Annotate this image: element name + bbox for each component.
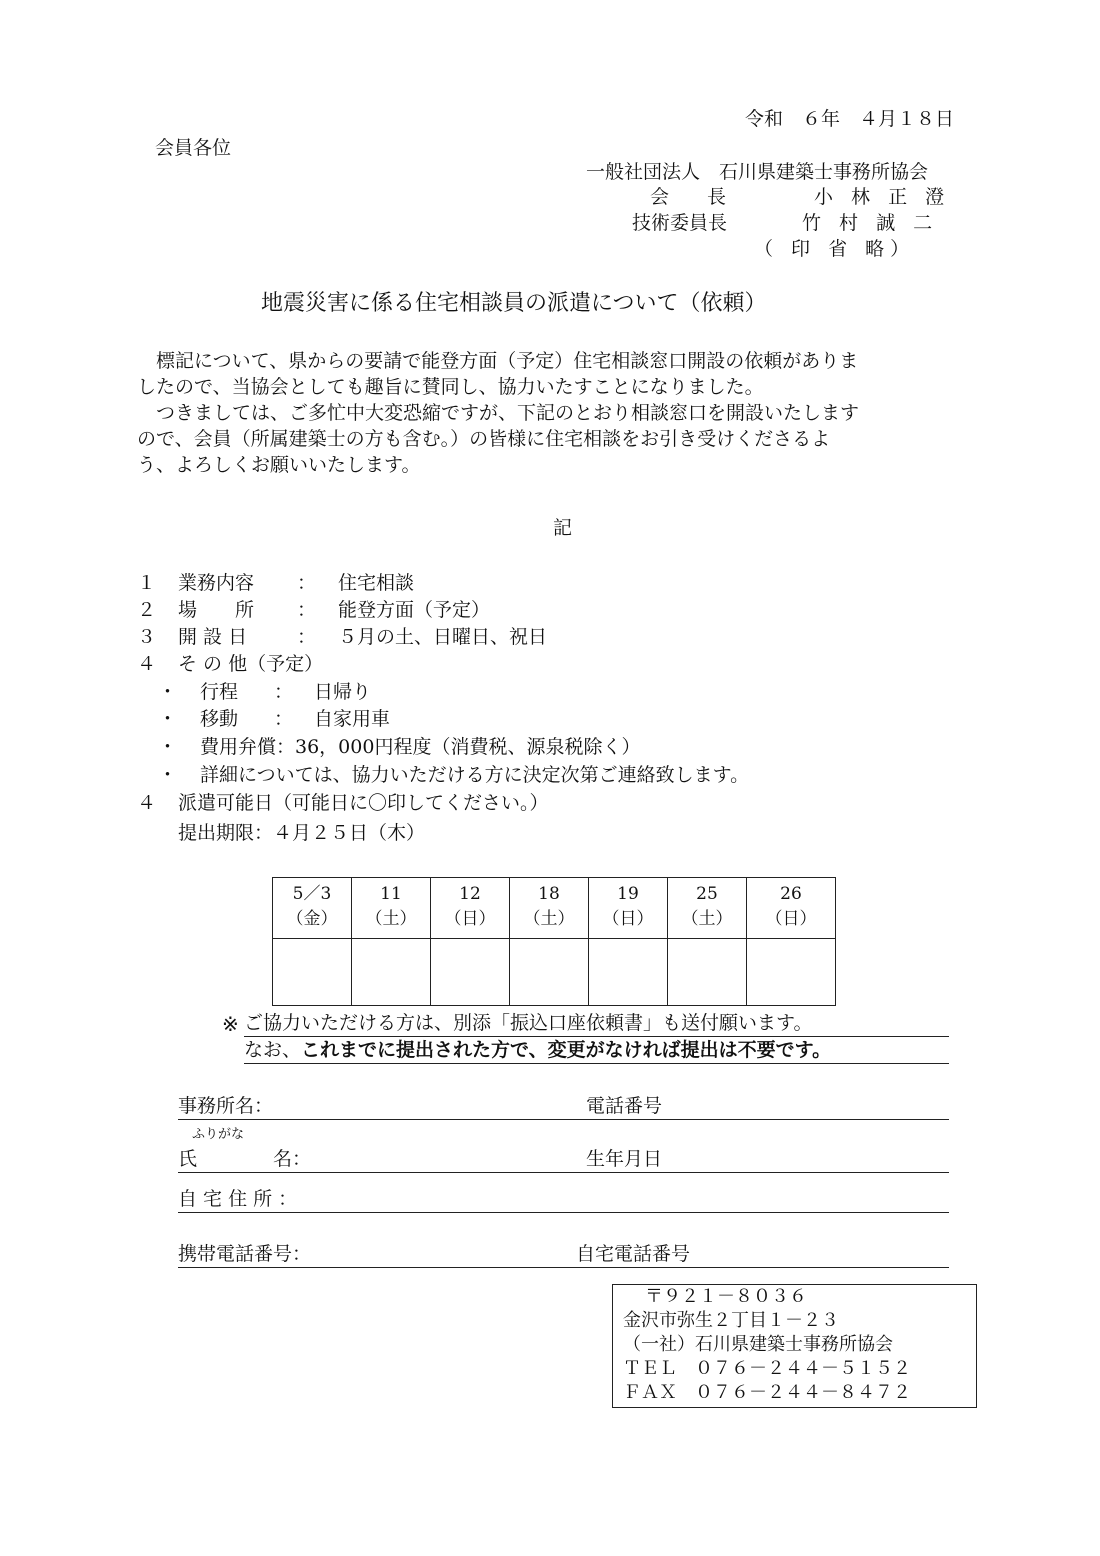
contact-box [612, 1284, 977, 1408]
body-line: う、よろしくお願いいたします。 [137, 454, 421, 476]
bullet-text: 詳細については、協力いただける方に決定次第ご連絡致します。 [200, 764, 750, 786]
contact-fax: ＦＡＸ ０７６－２４４－８４７２ [623, 1382, 911, 1403]
furigana-label: ふりがな [192, 1127, 245, 1142]
item-colon: ： [297, 626, 317, 648]
item-value: 能登方面（予定） [338, 599, 491, 621]
body-text [137, 348, 997, 478]
submission-deadline: 提出期限：４月２５日（木） [178, 822, 426, 844]
postal-code: 〒９２１－８０３６ [645, 1286, 807, 1307]
mobile-phone-line[interactable] [178, 1267, 949, 1268]
date-header-cell [510, 878, 589, 939]
date-header-cell [273, 878, 352, 939]
item-label: 業務内容 [178, 572, 255, 594]
item-number: ４ [137, 792, 157, 814]
date-label: 18 [538, 884, 560, 904]
bullet: ・ [158, 681, 178, 703]
sender-organization: 一般社団法人 石川県建築士事務所協会 [586, 161, 929, 183]
contact-address: 金沢市弥生２丁目１－２３ [623, 1310, 839, 1331]
president-title: 会 長 [650, 186, 727, 208]
bullet: ・ [158, 736, 178, 758]
date-label: 11 [380, 884, 402, 904]
date-label: 19 [617, 884, 639, 904]
body-line: 標記について、県からの要請で能登方面（予定）住宅相談窓口開設の依頼がありま [156, 350, 859, 372]
availability-mark-cell[interactable] [352, 939, 431, 1006]
date-header-cell [352, 878, 431, 939]
body-line: したので、当協会としても趣旨に賛同し、協力いたすことになりました。 [137, 376, 764, 398]
document-title: 地震災害に係る住宅相談員の派遣について（依頼） [261, 291, 767, 316]
birthdate-label: 生年月日 [586, 1148, 663, 1170]
president-name: 小 林 正 澄 [814, 186, 951, 208]
date-header-cell [747, 878, 836, 939]
item-colon: ： [297, 599, 317, 621]
item-value: 住宅相談 [338, 572, 415, 594]
bullet: ・ [158, 708, 178, 730]
office-name-line[interactable] [178, 1119, 949, 1120]
date-label: 25 [696, 884, 718, 904]
item-label: 開 設 日 [178, 626, 248, 648]
document-date: 令和 ６年 ４月１８日 [745, 108, 955, 130]
item-number: ４ [137, 653, 157, 675]
weekday-label: （土） [523, 909, 575, 929]
note-emphasis: これまでに提出された方で、変更がなければ提出は不要です。 [301, 1039, 832, 1061]
note-underline [244, 1036, 949, 1037]
weekday-label: （日） [765, 909, 817, 929]
availability-table [272, 877, 836, 1006]
committee-name: 竹 村 誠 二 [802, 212, 939, 234]
bullet-label: 移動 [200, 708, 239, 730]
date-label: 5／3 [292, 884, 332, 904]
date-header-cell [589, 878, 668, 939]
item-label: 場 所 [178, 599, 255, 621]
home-phone-label: 自宅電話番号 [576, 1243, 691, 1265]
name-label: 氏 名： [178, 1148, 312, 1170]
date-label: 12 [459, 884, 481, 904]
availability-mark-cell[interactable] [431, 939, 510, 1006]
contact-tel: ＴＥＬ ０７６－２４４－５１５２ [623, 1358, 911, 1379]
table-input-row [273, 939, 836, 1006]
contact-organization: （一社）石川県建築士事務所協会 [623, 1334, 893, 1355]
note-prefix: なお、 [244, 1039, 302, 1061]
mobile-phone-label: 携帯電話番号： [178, 1243, 312, 1265]
phone-label: 電話番号 [586, 1095, 663, 1117]
item-number: ３ [137, 626, 157, 648]
weekday-label: （土） [365, 909, 417, 929]
weekday-label: （日） [602, 909, 654, 929]
availability-mark-cell[interactable] [589, 939, 668, 1006]
item-label: 派遣可能日（可能日に〇印してください。） [178, 792, 549, 814]
bullet-text: 費用弁償：36，000円程度（消費税、源泉税除く） [200, 736, 641, 758]
item-value: ５月の土、日曜日、祝日 [338, 626, 548, 648]
bullet-value: 日帰り [314, 681, 372, 703]
date-header-cell [668, 878, 747, 939]
recipient: 会員各位 [155, 137, 232, 159]
bullet: ・ [158, 764, 178, 786]
bullet-value: 自家用車 [314, 708, 391, 730]
table-header-row [273, 878, 836, 939]
date-label: 26 [780, 884, 802, 904]
note-mark: ※ [222, 1012, 239, 1036]
seal-omitted: （ 印 省 略） [754, 238, 916, 260]
date-header-cell [431, 878, 510, 939]
item-number: ２ [137, 599, 157, 621]
body-line: つきましては、ご多忙中大変恐縮ですが、下記のとおり相談窓口を開設いたします [156, 402, 860, 424]
availability-mark-cell[interactable] [747, 939, 836, 1006]
ki-heading: 記 [553, 517, 573, 539]
availability-mark-cell[interactable] [273, 939, 352, 1006]
home-address-label: 自 宅 住 所 ： [178, 1188, 298, 1210]
bullet-colon: ： [274, 708, 294, 730]
body-line: ので、会員（所属建築士の方も含む。）の皆様に住宅相談をお引き受けくださるよ [137, 428, 831, 450]
weekday-label: （土） [681, 909, 733, 929]
home-address-line[interactable] [178, 1212, 949, 1213]
name-line[interactable] [178, 1172, 949, 1173]
note-underline [244, 1063, 949, 1064]
bullet-colon: ： [274, 681, 294, 703]
note-line-1: ご協力いただける方は、別添「振込口座依頼書」も送付願います。 [244, 1012, 813, 1034]
availability-mark-cell[interactable] [668, 939, 747, 1006]
item-colon: ： [297, 572, 317, 594]
bullet-label: 行程 [200, 681, 239, 703]
weekday-label: （日） [444, 909, 496, 929]
office-name-label: 事務所名： [178, 1095, 274, 1117]
committee-title: 技術委員長 [632, 212, 728, 234]
availability-mark-cell[interactable] [510, 939, 589, 1006]
item-label: そ の 他（予定） [178, 653, 324, 675]
weekday-label: （金） [286, 909, 338, 929]
note-line-2 [244, 1041, 831, 1060]
item-number: １ [137, 572, 157, 594]
